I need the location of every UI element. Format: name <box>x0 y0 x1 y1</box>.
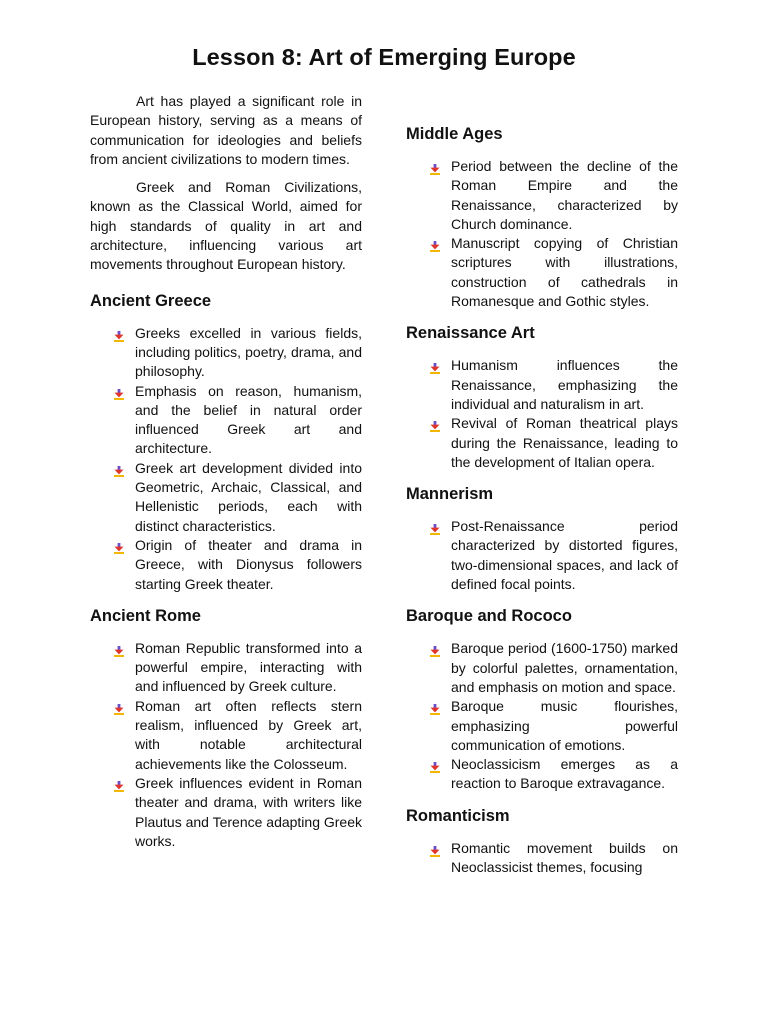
list-item: Greeks excelled in various fields, including politics, poetry, drama, and philosophy. <box>90 324 362 382</box>
arrow-down-bullet-icon <box>114 701 124 712</box>
list-item: Humanism influences the Renaissance, emphasizing the individual and naturalism in art. <box>406 356 678 414</box>
list-item: Origin of theater and drama in Greece, with Dionysus followers starting Greek theater. <box>90 536 362 594</box>
section-heading: Ancient Rome <box>90 606 201 625</box>
bullet-list <box>406 517 678 594</box>
list-item: Greek influences evident in Roman theater and drama, with writers like Plautus and Terence adapting Greek works. <box>90 774 362 851</box>
section-heading: Romanticism <box>406 806 510 825</box>
bullet-list <box>90 639 362 851</box>
section-heading: Renaissance Art <box>406 324 535 343</box>
bullet-list <box>406 157 678 311</box>
bullet-list <box>90 324 362 594</box>
arrow-down-bullet-icon <box>430 360 440 371</box>
list-item: Manuscript copying of Christian scriptures with illustrations, construction of cathedrals in Romanesque and Gothic styles. <box>406 234 678 311</box>
list-item: Period between the decline of the Roman Empire and the Renaissance, characterized by Church dominance. <box>406 157 678 234</box>
arrow-down-bullet-icon <box>430 161 440 172</box>
list-item: Greek art development divided into Geometric, Archaic, Classical, and Hellenistic periods, each with distinct characteristics. <box>90 459 362 536</box>
arrow-down-bullet-icon <box>430 843 440 854</box>
list-item: Revival of Roman theatrical plays during the Renaissance, leading to the development of Italian opera. <box>406 414 678 472</box>
section-heading: Mannerism <box>406 485 494 504</box>
bullet-list <box>406 639 678 793</box>
intro-paragraph: Art has played a significant role in European history, serving as a means of communication for ideologies and beliefs from ancient civilizations to modern times. <box>90 93 362 167</box>
arrow-down-bullet-icon <box>430 521 440 532</box>
left-column <box>90 92 362 861</box>
arrow-down-bullet-icon <box>114 778 124 789</box>
list-item: Roman art often reflects stern realism, influenced by Greek art, with notable architectural achievements like the Colosseum. <box>90 697 362 774</box>
list-item: Post-Renaissance period characterized by distorted figures, two-dimensional spaces, and lack of defined focal points. <box>406 517 678 594</box>
right-column <box>406 124 678 887</box>
arrow-down-bullet-icon <box>114 643 124 654</box>
bullet-list <box>406 356 678 472</box>
arrow-down-bullet-icon <box>430 418 440 429</box>
list-item: Baroque period (1600-1750) marked by colorful palettes, ornamentation, and emphasis on motion and space. <box>406 639 678 697</box>
arrow-down-bullet-icon <box>430 643 440 654</box>
arrow-down-bullet-icon <box>114 463 124 474</box>
page-title: Lesson 8: Art of Emerging Europe <box>192 44 576 70</box>
arrow-down-bullet-icon <box>430 238 440 249</box>
list-item: Emphasis on reason, humanism, and the belief in natural order influenced Greek art and architecture. <box>90 382 362 459</box>
section-heading: Middle Ages <box>406 125 503 143</box>
section-heading: Baroque and Rococo <box>406 607 572 626</box>
arrow-down-bullet-icon <box>114 386 124 397</box>
intro-paragraph: Greek and Roman Civilizations, known as the Classical World, aimed for high standards of quality in art and architecture, influencing various art movements throughout European history. <box>90 179 362 273</box>
arrow-down-bullet-icon <box>114 328 124 339</box>
arrow-down-bullet-icon <box>430 759 440 770</box>
list-item: Baroque music flourishes, emphasizing powerful communication of emotions. <box>406 697 678 755</box>
list-item: Romantic movement builds on Neoclassicist themes, focusing <box>406 839 678 878</box>
section-heading: Ancient Greece <box>90 291 212 310</box>
list-item: Neoclassicism emerges as a reaction to Baroque extravagance. <box>406 755 678 794</box>
arrow-down-bullet-icon <box>430 701 440 712</box>
arrow-down-bullet-icon <box>114 540 124 551</box>
list-item: Roman Republic transformed into a powerful empire, interacting with and influenced by Greek culture. <box>90 639 362 697</box>
bullet-list <box>406 839 678 878</box>
